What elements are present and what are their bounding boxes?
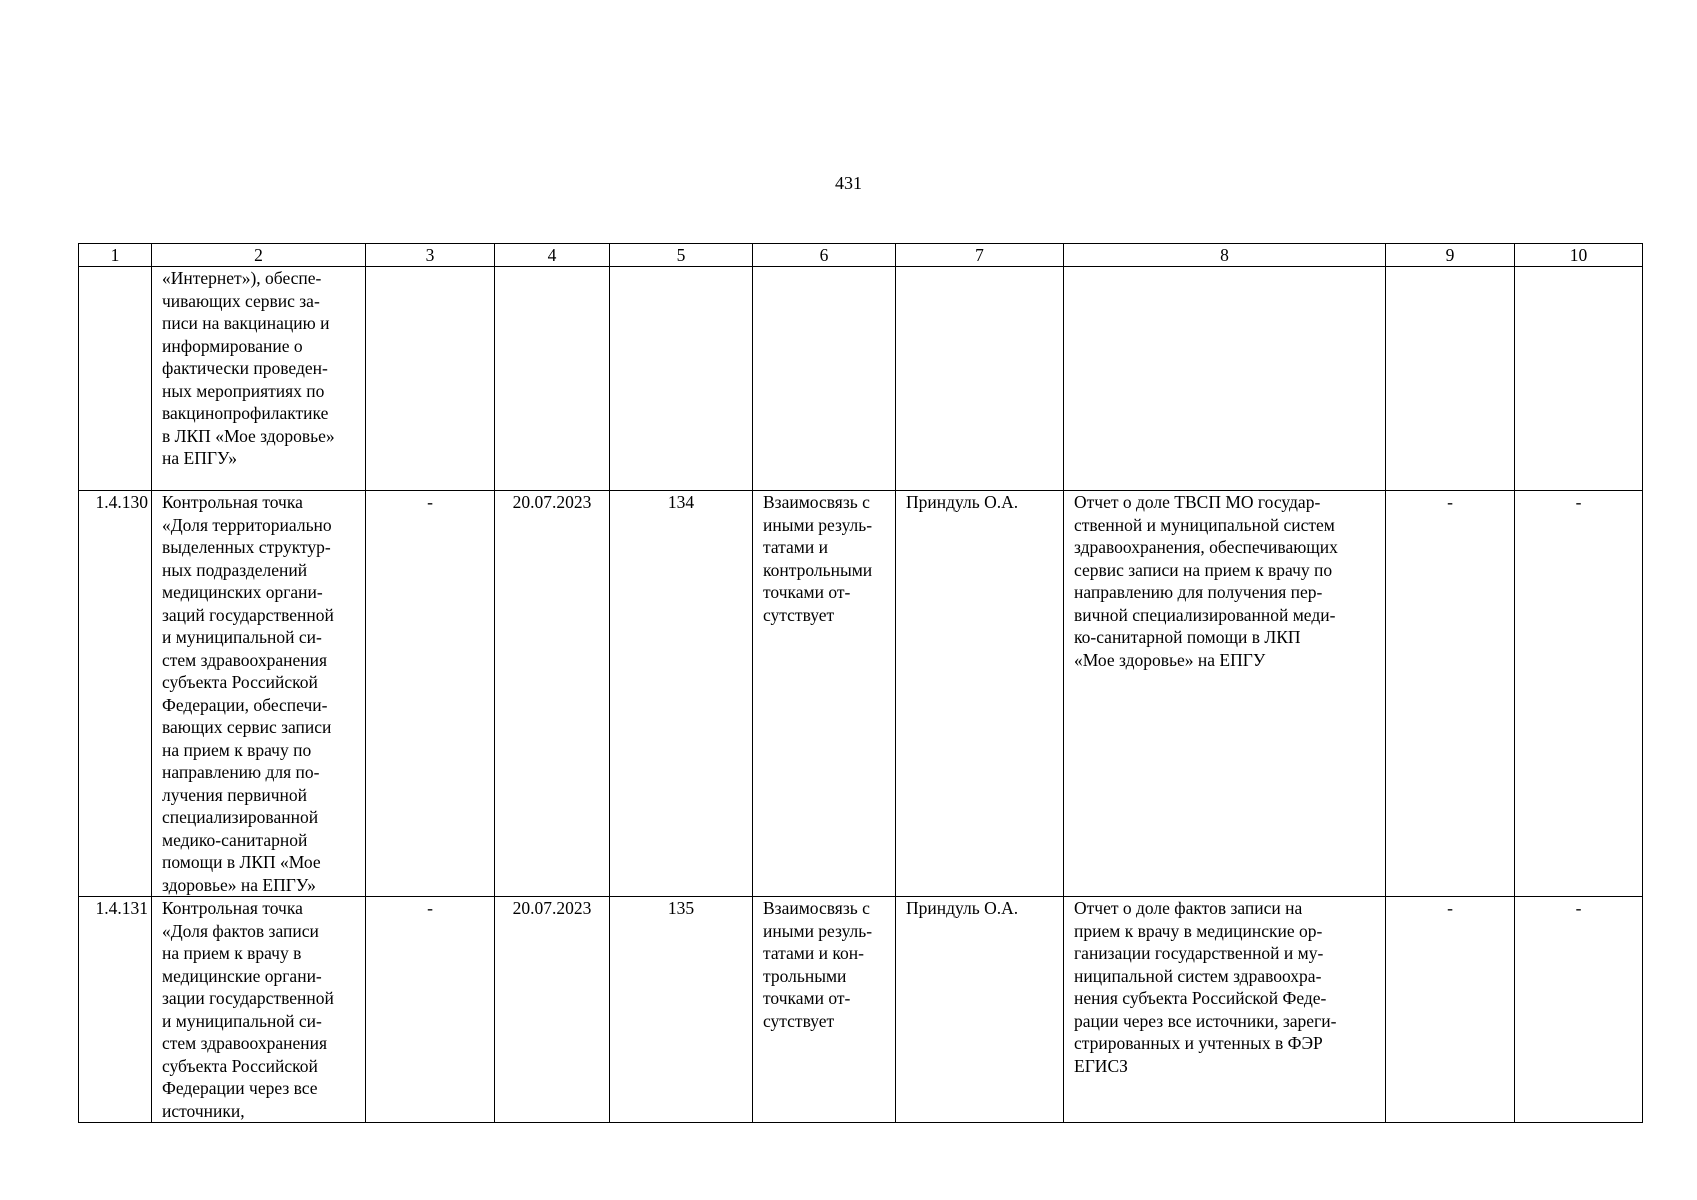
name-cell-line: направлению для по-: [162, 762, 320, 782]
col5-cell: [610, 267, 753, 491]
name-cell-line: стем здравоохранения: [162, 1033, 328, 1053]
relation-cell-line: точками от-: [763, 988, 851, 1008]
relation-cell-line: сутствует: [763, 604, 835, 625]
name-cell: [152, 267, 366, 491]
header-cell: 1: [79, 244, 152, 267]
name-cell-line: специализированной: [162, 807, 319, 827]
name-cell: [152, 491, 366, 897]
document-cell-line: вичной специализированной меди-: [1074, 604, 1336, 625]
table-row: [79, 897, 1643, 1123]
name-cell-line: и муниципальной си-: [162, 1010, 322, 1031]
name-cell-line: медицинских органи-: [162, 582, 323, 602]
col10-cell: [1515, 267, 1643, 491]
table-row: [79, 491, 1643, 897]
name-cell-line: писи на вакцинацию и: [162, 313, 330, 333]
document-cell: [1064, 267, 1386, 491]
name-cell-line: фактически проведен-: [162, 358, 328, 378]
header-cell: 4: [495, 244, 610, 267]
name-cell-line: Федерации через все: [162, 1078, 318, 1098]
header-cell: 7: [896, 244, 1064, 267]
document-cell: [1064, 491, 1386, 897]
name-cell-line: медицинские органи-: [162, 965, 322, 986]
col9-cell: -: [1386, 897, 1515, 1123]
name-cell-line: в ЛКП «Мое здоровье»: [162, 425, 335, 446]
relation-cell-line: точками от-: [763, 582, 851, 602]
col9-cell: -: [1386, 491, 1515, 897]
name-cell-line: медико-санитарной: [162, 829, 308, 850]
header-cell: 10: [1515, 244, 1643, 267]
header-cell: 8: [1064, 244, 1386, 267]
document-cell-line: прием к врачу в медицинские ор-: [1074, 920, 1323, 941]
page-number: 431: [835, 173, 862, 193]
relation-cell-line: Взаимосвязь с: [763, 898, 870, 918]
relation-cell-line: контрольными: [763, 559, 873, 580]
name-cell-line: «Доля фактов записи: [162, 920, 319, 941]
name-cell-line: и муниципальной си-: [162, 627, 322, 647]
date-cell: 20.07.2023: [495, 491, 610, 897]
document-cell: [1064, 897, 1386, 1123]
responsible-cell: Приндуль О.А.: [896, 491, 1064, 897]
name-cell-line: Контрольная точка: [162, 492, 303, 512]
header-cell: 2: [152, 244, 366, 267]
row-number-cell: 1.4.130: [79, 491, 152, 897]
name-cell-line: лучения первичной: [162, 784, 307, 805]
document-cell-line: здравоохранения, обеспечивающих: [1074, 537, 1338, 557]
name-cell-line: ных подразделений: [162, 559, 308, 580]
document-cell-line: сервис записи на прием к врачу по: [1074, 559, 1333, 580]
responsible-cell: Приндуль О.А.: [896, 897, 1064, 1123]
header-cell: 3: [366, 244, 495, 267]
name-cell-line: на ЕПГУ»: [162, 448, 237, 468]
relation-cell: [753, 267, 896, 491]
relation-cell-line: трольными: [763, 965, 847, 986]
name-cell-line: «Интернет»), обеспе-: [162, 268, 322, 288]
date-cell: [495, 267, 610, 491]
relation-cell-line: Взаимосвязь с: [763, 492, 870, 512]
name-cell-line: информирование о: [162, 335, 303, 356]
name-cell-line: помощи в ЛКП «Мое: [162, 852, 321, 872]
document-cell-line: «Мое здоровье» на ЕПГУ: [1074, 649, 1266, 670]
name-cell-line: стем здравоохранения: [162, 649, 328, 670]
name-cell-line: субъекта Российской: [162, 1055, 318, 1076]
relation-cell-line: иными резуль-: [763, 920, 873, 941]
col10-cell: -: [1515, 491, 1643, 897]
relation-cell-line: татами и кон-: [763, 943, 864, 963]
name-cell-line: субъекта Российской: [162, 672, 318, 692]
header-cell: 5: [610, 244, 753, 267]
date-cell: 20.07.2023: [495, 897, 610, 1123]
document-cell-line: ганизации государственной и му-: [1074, 943, 1324, 963]
name-cell-line: вакцинопрофилактике: [162, 403, 329, 423]
document-cell-line: ЕГИСЗ: [1074, 1055, 1128, 1076]
name-cell-line: Федерации, обеспечи-: [162, 694, 328, 715]
name-cell-line: здоровье» на ЕПГУ»: [162, 874, 316, 895]
name-cell-line: «Доля территориально: [162, 514, 332, 535]
col3-cell: -: [366, 491, 495, 897]
header-row: [79, 244, 1643, 267]
relation-cell-line: сутствует: [763, 1010, 835, 1031]
name-cell-line: источники,: [162, 1100, 245, 1121]
document-cell-line: Отчет о доле ТВСП МО государ-: [1074, 492, 1321, 512]
table-row: [79, 267, 1643, 491]
row-number-cell: 1.4.131: [79, 897, 152, 1123]
col10-cell: -: [1515, 897, 1643, 1123]
name-cell-line: на прием к врачу в: [162, 943, 302, 963]
col3-cell: [366, 267, 495, 491]
name-cell: [152, 897, 366, 1123]
document-cell-line: ственной и муниципальной систем: [1074, 514, 1335, 535]
name-cell-line: заций государственной: [162, 604, 334, 625]
header-cell: 6: [753, 244, 896, 267]
document-cell-line: ко-санитарной помощи в ЛКП: [1074, 627, 1301, 647]
name-cell-line: на прием к врачу по: [162, 739, 312, 760]
relation-cell: [753, 491, 896, 897]
relation-cell-line: иными резуль-: [763, 514, 873, 535]
responsible-cell: [896, 267, 1064, 491]
col9-cell: [1386, 267, 1515, 491]
col3-cell: -: [366, 897, 495, 1123]
document-cell-line: рации через все источники, зареги-: [1074, 1010, 1337, 1031]
name-cell-line: вающих сервис записи: [162, 717, 332, 737]
row-number-cell: [79, 267, 152, 491]
relation-cell-line: татами и: [763, 537, 828, 557]
document-cell-line: стрированных и учтенных в ФЭР: [1074, 1033, 1323, 1053]
name-cell-line: чивающих сервис за-: [162, 290, 320, 311]
col5-cell: 134: [610, 491, 753, 897]
col5-cell: 135: [610, 897, 753, 1123]
name-cell-line: зации государственной: [162, 988, 334, 1008]
name-cell-line: выделенных структур-: [162, 537, 331, 557]
relation-cell: [753, 897, 896, 1123]
name-cell-line: ных мероприятиях по: [162, 380, 325, 401]
header-cell: 9: [1386, 244, 1515, 267]
name-cell-line: Контрольная точка: [162, 898, 303, 918]
document-cell-line: нения субъекта Российской Феде-: [1074, 988, 1327, 1008]
document-cell-line: направлению для получения пер-: [1074, 582, 1323, 602]
document-cell-line: ниципальной систем здравоохра-: [1074, 965, 1322, 986]
document-cell-line: Отчет о доле фактов записи на: [1074, 898, 1303, 918]
plan-table: [78, 243, 1643, 1123]
